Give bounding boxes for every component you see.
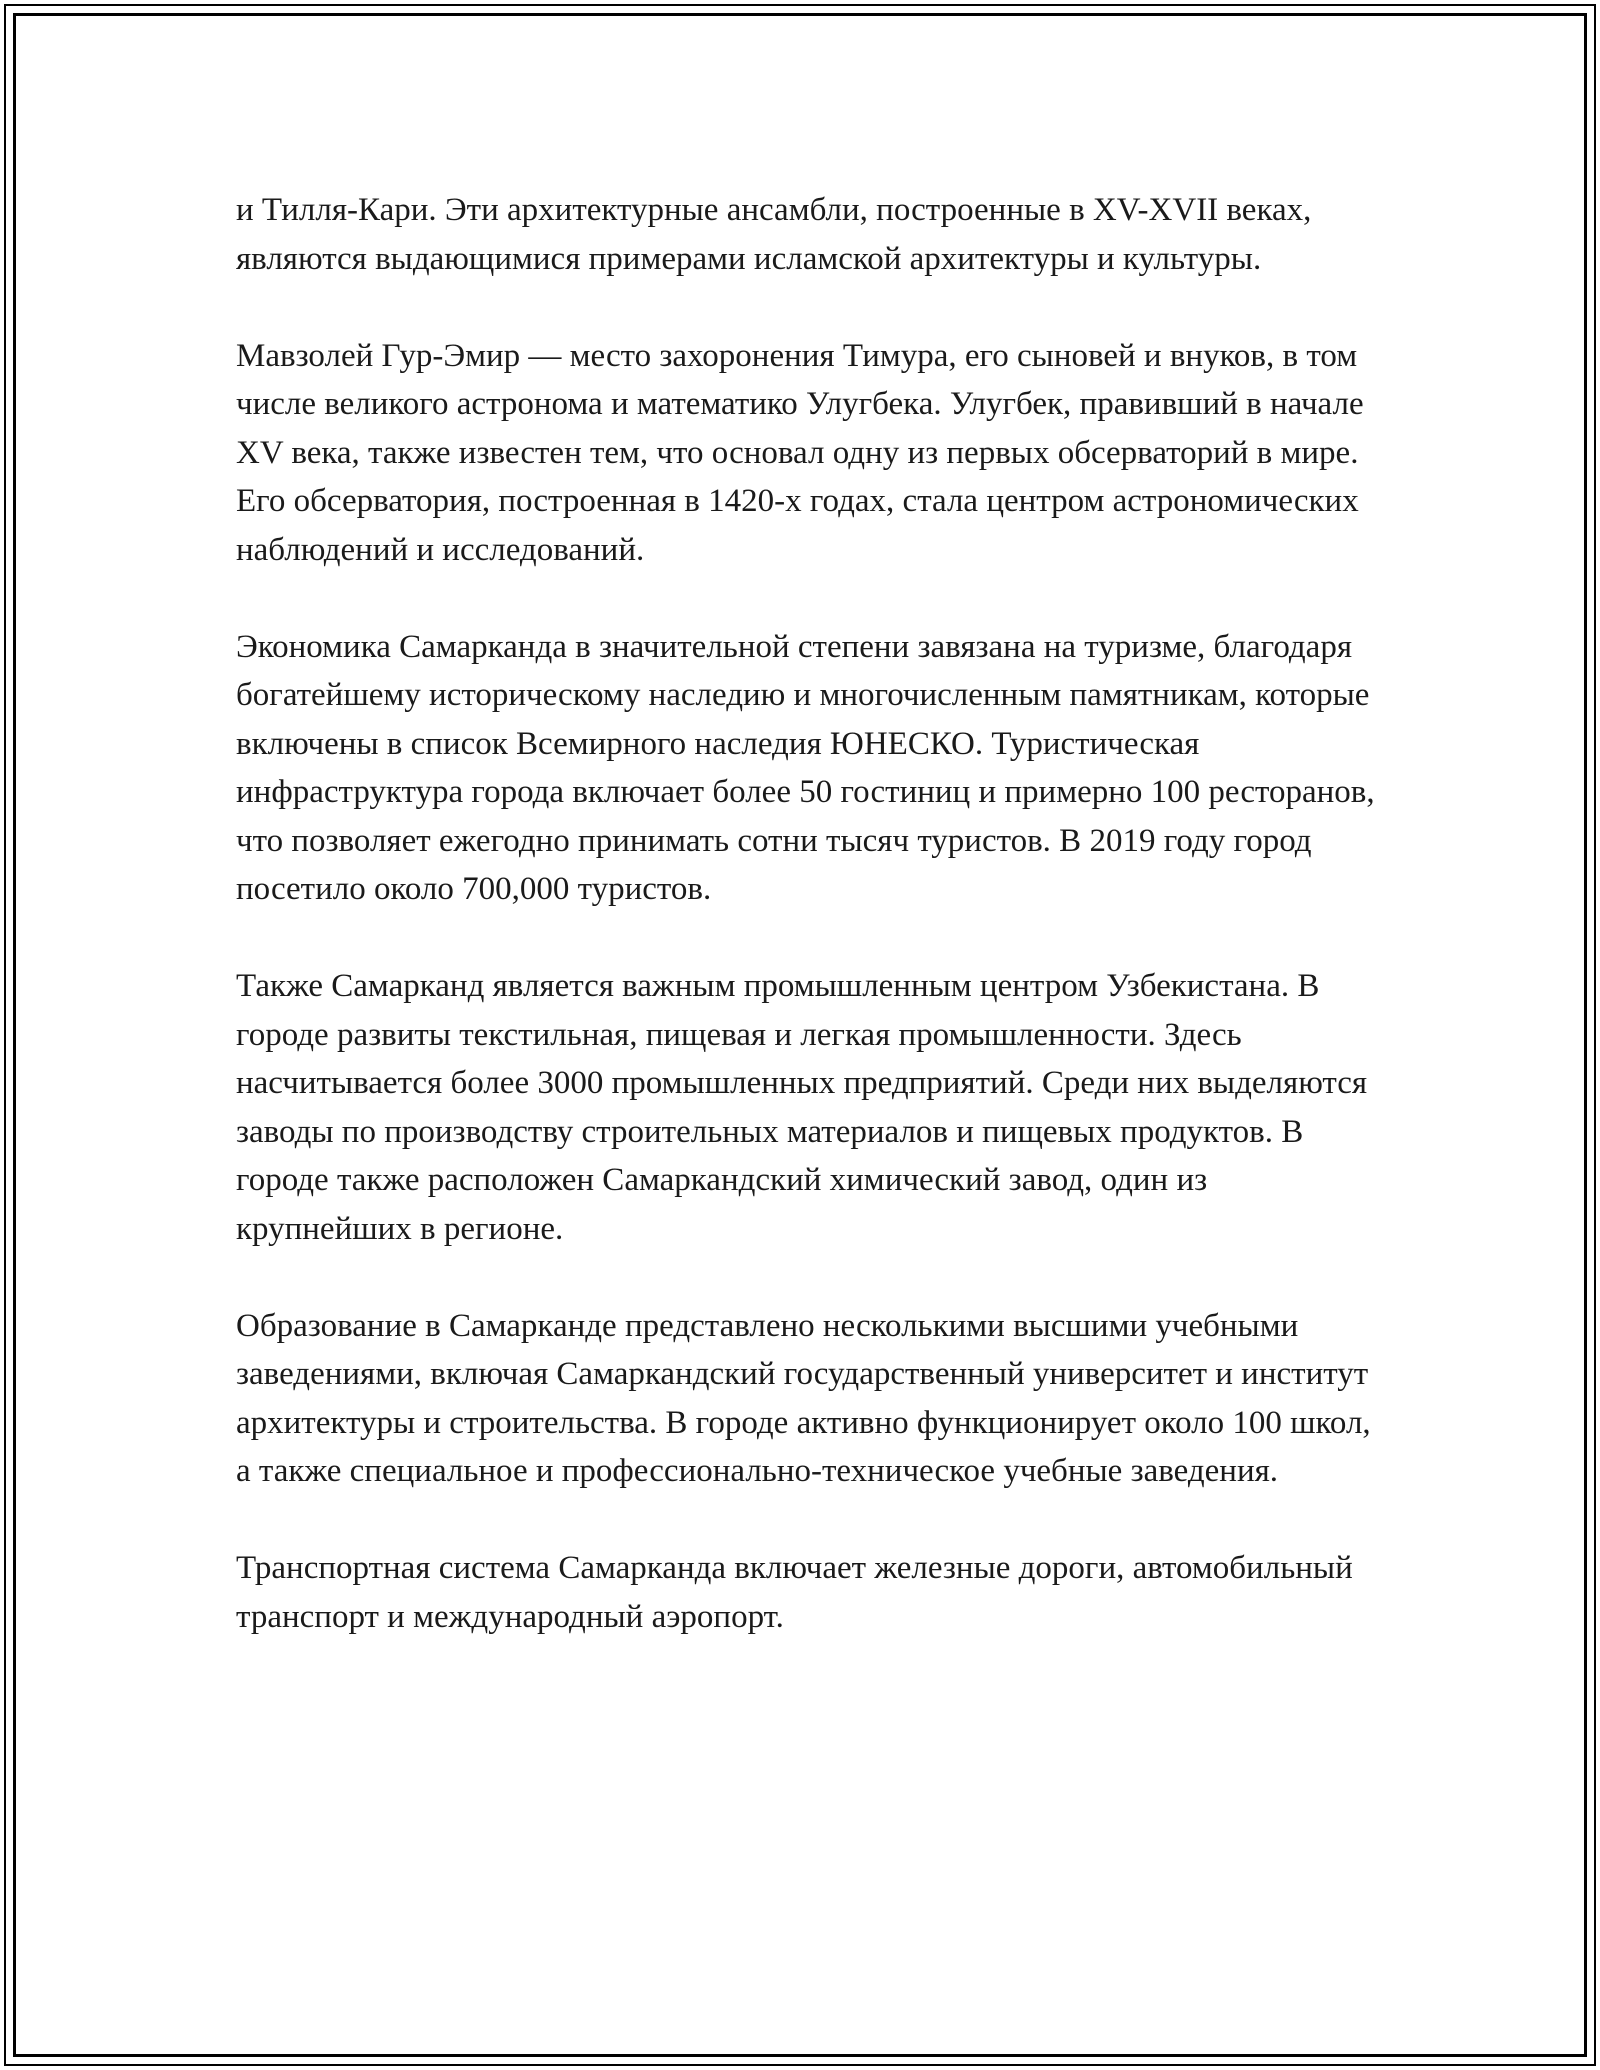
paragraph-education: Образование в Самарканде представлено несколькими высшими учебными заведениями, включая Самаркандский государственный университет и институт архитектуры и строительства. В городе активно функционирует около 100 школ, а также специальное и профессионально-техническое учебные заведения. (236, 1307, 1371, 1489)
paragraph-gur-emir: Мавзолей Гур-Эмир — место захоронения Тимура, его сыновей и внуков, в том числе великого астронома и математико Улугбека. Улугбек, правивший в начале XV века, также известен тем, что основал одну из первых обсерваторий в мире. Его обсерватория, построенная в 1420-х годах, стала центром астрономических наблюдений и исследований. (236, 337, 1364, 568)
paragraph-transport: Транспортная система Самарканда включает железные дороги, автомобильный транспорт и международный аэропорт. (236, 1550, 1353, 1635)
paragraph-industry: Также Самарканд является важным промышленным центром Узбекистана. В городе развиты текстильная, пищевая и легкая промышленности. Здесь насчитывается более 3000 промышленных предприятий. Среди них выделяются заводы по производству строительных материалов и пищевых продуктов. В городе также расположен Самаркандский химический завод, один из крупнейших в регионе. (236, 968, 1368, 1247)
paragraph-architecture: и Тилля-Кари. Эти архитектурные ансамбли, построенные в XV-XVII веках, являются выдающимися примерами исламской архитектуры и культуры. (236, 192, 1312, 277)
document-body (236, 186, 1376, 1641)
paragraph-economy-tourism: Экономика Самарканда в значительной степени завязана на туризме, благодаря богатейшему историческому наследию и многочисленным памятникам, которые включены в список Всемирного наследия ЮНЕСКО. Туристическая инфраструктура города включает более 50 гостиниц и примерно 100 ресторанов, что позволяет ежегодно принимать сотни тысяч туристов. В 2019 году город посетило около 700,000 туристов. (236, 628, 1375, 907)
